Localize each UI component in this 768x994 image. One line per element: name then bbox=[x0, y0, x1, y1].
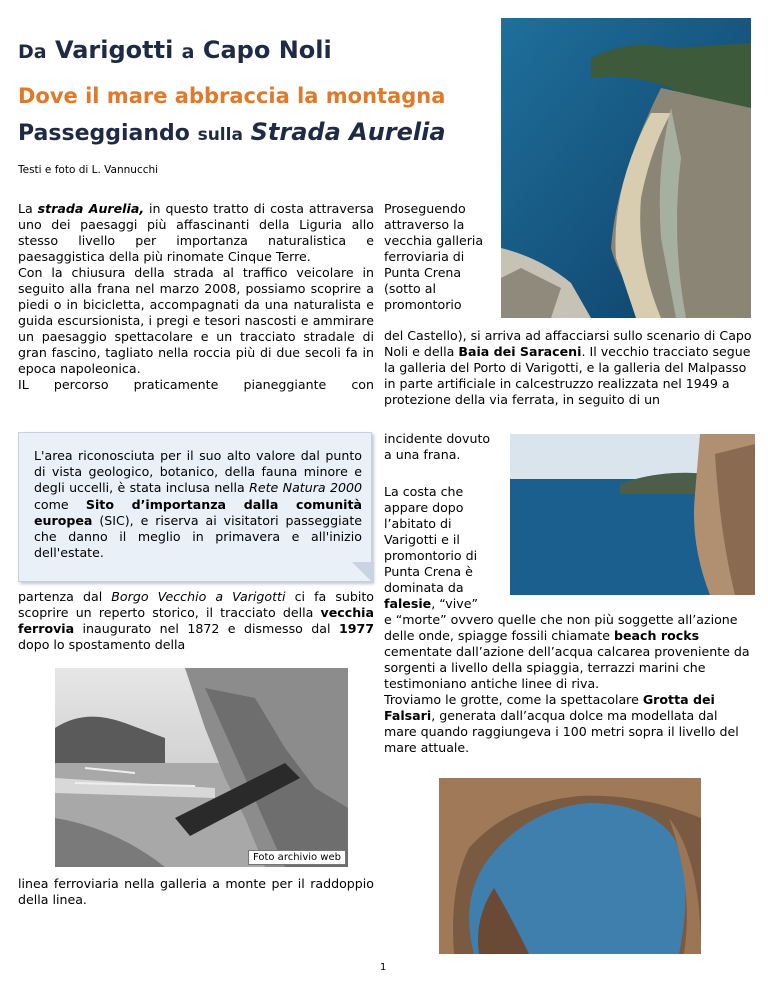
right-narrow3: La costa che appare dopo l’abitato di Varigotti e il promontorio di Punta Crena è dominata da bbox=[384, 484, 478, 595]
page-title bbox=[18, 36, 332, 64]
coast-photo-image bbox=[501, 18, 751, 318]
right-wide1b: . Il vecchio tracciato segue la galleria del Porto di Varigotti, e la galleria del Malpasso in parte artificiale in calcestruzzo realizzata nel 1949 a protezione della via ferrata, in seguito di un bbox=[384, 344, 751, 407]
end-text: linea ferroviaria nella galleria a monte per il raddoppio della linea. bbox=[18, 876, 374, 907]
photo-coast-varigotti bbox=[501, 18, 751, 318]
right-wide2a: e “morte” ovvero quelle che non più soggette all’azione delle onde, spiagge fossili chiamate bbox=[384, 612, 738, 643]
borgo-vecchio: Borgo Vecchio a Varigotti bbox=[111, 589, 286, 604]
callout-t3: (SIC), e riserva ai visitatori passeggiate che danno il meglio in primavera e all'inizio dell'estate. bbox=[34, 512, 362, 561]
right-wide1a: del Castello), si arriva ad affacciarsi sullo scenario di Capo Noli e della bbox=[384, 328, 752, 359]
right-text-4 bbox=[384, 484, 506, 612]
cont-t1: partenza dal bbox=[18, 589, 112, 604]
intro-text bbox=[18, 201, 374, 393]
strada-aurelia-emphasis: strada Aurelia, bbox=[37, 201, 145, 216]
right-text-5 bbox=[384, 612, 754, 756]
falesie: falesie bbox=[384, 596, 432, 611]
intro-paragraph-2: Con la chiusura della strada al traffico veicolare in seguito alla frana nel marzo 2008, possiamo scoprire a piedi o in bicicletta, accompagnati da una naturalista e guida escursionista, i pregi e tesori nascosti e ammirare un paesaggio spettacolare e un tracciato stradale di gran fascino, tagliato nella roccia più di due secoli fa in epoca napoleonica. bbox=[18, 265, 374, 376]
callout-t2: come bbox=[34, 496, 86, 512]
right-wide2b: cementate dall’azione dell’acqua calcarea proveniente da sorgenti a livello della spiaggia, terrazzi marini che testimoniano antiche linee di riva. bbox=[384, 644, 750, 691]
subtitle2-pre: Passeggiando bbox=[18, 121, 190, 146]
page-number: 1 bbox=[380, 962, 387, 973]
title-place-capo-noli: Capo Noli bbox=[202, 36, 332, 64]
right-narrow3b: , “vive” bbox=[431, 596, 478, 611]
rete-natura: Rete Natura 2000 bbox=[249, 480, 363, 496]
cont-t2: ci fa subito scoprire un reperto storico, il tracciato della bbox=[18, 589, 375, 620]
right-text-3: incidente dovuto a una frana. bbox=[384, 431, 491, 462]
title-a: a bbox=[181, 41, 195, 63]
callout-t1: L'area riconosciuta per il suo alto valore dal punto di vista geologico, botanico, della fauna minore e degli uccelli, è stata inclusa nella bbox=[34, 448, 362, 496]
title-place-varigotti: Varigotti bbox=[54, 36, 174, 64]
vecchia-ferrovia: vecchia ferrovia bbox=[18, 605, 374, 636]
credits: Testi e foto di L. Vannucchi bbox=[18, 164, 159, 176]
intro-la: La bbox=[18, 201, 38, 216]
right-text-2 bbox=[384, 328, 754, 408]
photo-old-railway bbox=[55, 668, 348, 867]
photo-cliff-road bbox=[510, 434, 755, 595]
intro-text-1: in questo tratto di costa attraversa uno dei paesaggi più affascinanti della Liguria allo stesso livello per importanza naturalistica e paesaggistica della più rinomate Cinque Terre. bbox=[18, 201, 374, 264]
cont-t3: inaugurato nel 1872 e dismesso dal bbox=[74, 621, 339, 636]
right-text-1: Proseguendo attraverso la vecchia galleria ferroviaria di Punta Crena (sotto al promontorio bbox=[384, 201, 484, 312]
callout-box bbox=[18, 432, 374, 584]
cont-t4: dopo lo spostamento della bbox=[18, 637, 186, 652]
railway-photo-image bbox=[55, 668, 348, 867]
page-subtitle: Dove il mare abbraccia la montagna bbox=[18, 84, 446, 108]
baia-dei-saraceni: Baia dei Saraceni bbox=[458, 344, 582, 359]
cliff-photo-image bbox=[510, 434, 755, 595]
intro-paragraph-3: IL percorso praticamente pianeggiante con bbox=[18, 377, 374, 392]
right-wide2c: Troviamo le grotte, come la spettacolare bbox=[384, 692, 643, 707]
grotta-dei-falsari: Grotta dei Falsari bbox=[384, 692, 715, 723]
title-da: Da bbox=[18, 41, 47, 63]
photo-caption: Foto archivio web bbox=[248, 850, 346, 865]
subtitle2-sulla: sulla bbox=[197, 125, 243, 145]
beach-rocks: beach rocks bbox=[614, 628, 700, 643]
sito-importanza: Sito d’importanza dalla comunità europea bbox=[34, 496, 362, 528]
continuation-text bbox=[18, 589, 374, 653]
grotta-photo-image bbox=[439, 778, 701, 954]
intro-paragraph-1 bbox=[18, 201, 374, 265]
callout-page-curl bbox=[352, 562, 374, 584]
callout-text bbox=[34, 448, 362, 561]
right-wide2d: , generata dall’acqua dolce ma modellata dal mare quando raggiungeva i 100 metri sopra il livello del mare attuale. bbox=[384, 708, 739, 755]
anno-1977: 1977 bbox=[338, 621, 374, 636]
page-subtitle-2 bbox=[18, 118, 446, 146]
subtitle2-road: Strada Aurelia bbox=[250, 118, 446, 146]
photo-grotta bbox=[439, 778, 701, 954]
